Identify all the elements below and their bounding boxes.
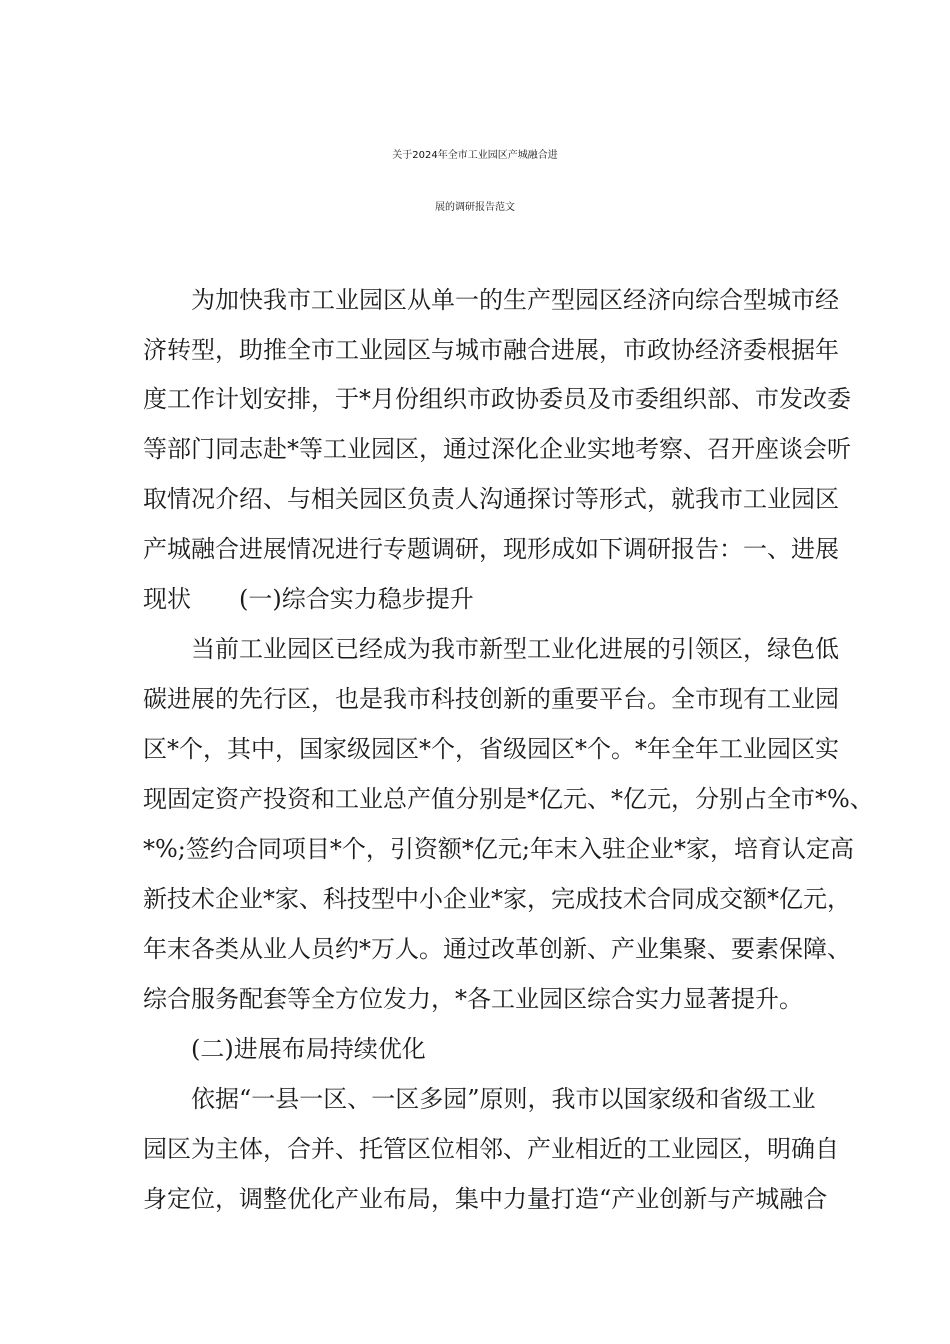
body-line: 现状 (一)综合实力稳步提升 [143,585,474,613]
body-line: 度工作计划安排，于*月份组织市政协委员及市委组织部、市发改委 [143,385,851,413]
document-title-line-1: 关于2024年全市工业园区产城融合进 [392,150,558,161]
body-line: 当前工业园区已经成为我市新型工业化进展的引领区，绿色低 [191,635,839,663]
document-title-line-2: 展的调研报告范文 [435,202,515,213]
section-heading: (二)进展布局持续优化 [191,1035,426,1063]
body-line: 依据“一县一区、一区多园”原则，我市以国家级和省级工业 [191,1085,816,1113]
body-line: 产城融合进展情况进行专题调研，现形成如下调研报告：一、进展 [143,535,839,563]
body-line: 年末各类从业人员约*万人。通过改革创新、产业集聚、要素保障、 [143,935,851,963]
body-line: 等部门同志赴*等工业园区，通过深化企业实地考察、召开座谈会听 [143,435,851,463]
body-line: 综合服务配套等全方位发力，*各工业园区综合实力显著提升。 [143,985,803,1013]
body-line: 区*个，其中，国家级园区*个，省级园区*个。*年全年工业园区实 [143,735,839,763]
body-line: 园区为主体，合并、托管区位相邻、产业相近的工业园区，明确自 [143,1135,839,1163]
body-line: 新技术企业*家、科技型中小企业*家，完成技术合同成交额*亿元， [143,885,851,913]
body-line: 碳进展的先行区，也是我市科技创新的重要平台。全市现有工业园 [143,685,839,713]
body-line: 取情况介绍、与相关园区负责人沟通探讨等形式，就我市工业园区 [143,485,839,513]
body-line: 为加快我市工业园区从单一的生产型园区经济向综合型城市经 [191,286,839,314]
body-line: 济转型，助推全市工业园区与城市融合进展，市政协经济委根据年 [143,336,839,364]
body-line: 身定位，调整优化产业布局，集中力量打造“产业创新与产城融合 [143,1185,828,1213]
body-line: 现固定资产投资和工业总产值分别是*亿元、*亿元，分别占全市*%、 [143,785,874,813]
body-line: *%;签约合同项目*个，引资额*亿元;年末入驻企业*家，培育认定高 [143,835,854,863]
